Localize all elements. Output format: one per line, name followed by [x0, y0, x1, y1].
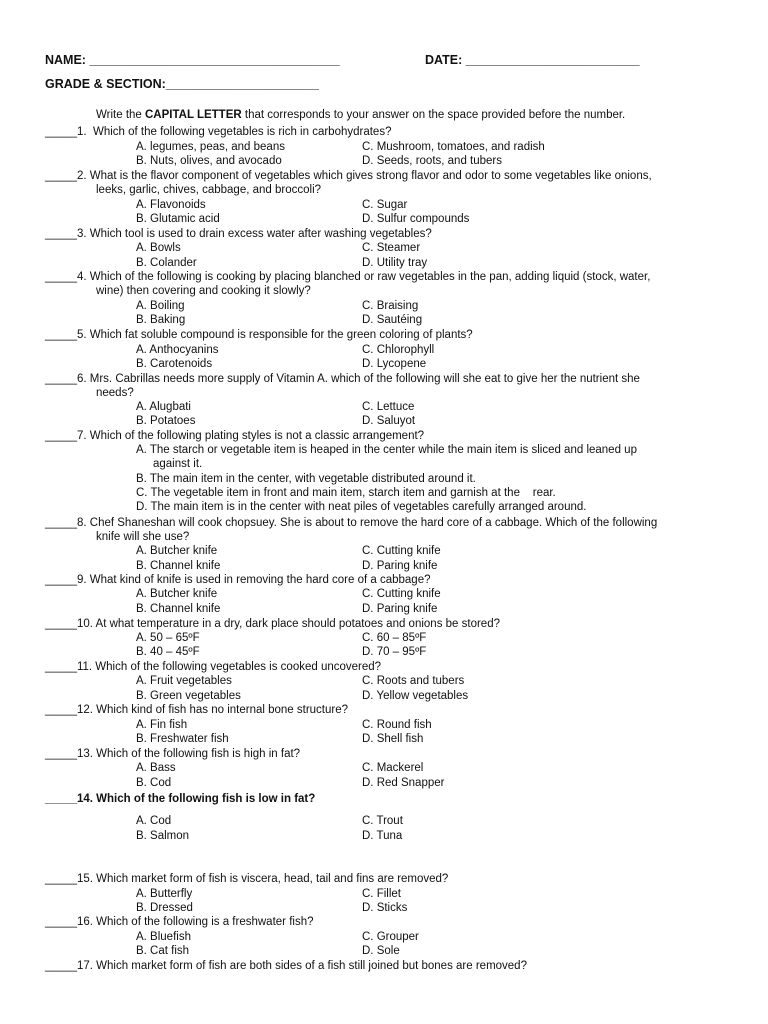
- q5-option-a: A. Anthocyanins: [136, 344, 219, 356]
- q13-option-c: C. Mackerel: [362, 762, 424, 774]
- q9-option-b: B. Channel knife: [136, 603, 221, 615]
- question-7: _____7. Which of the following plating styles is not a classic arrangement?: [45, 430, 425, 442]
- name-field-label: NAME: ____________________________________: [45, 53, 340, 67]
- q7-option-a: A. The starch or vegetable item is heaped in the center while the main item is sliced and leaned up: [136, 444, 637, 456]
- q16-option-b: B. Cat fish: [136, 945, 190, 957]
- instructions: [96, 109, 625, 121]
- q13-option-d: D. Red Snapper: [362, 777, 445, 789]
- instructions-bold: CAPITAL LETTER: [145, 109, 242, 121]
- q5-option-d: D. Lycopene: [362, 358, 427, 370]
- q3-option-d: D. Utility tray: [362, 257, 428, 269]
- q3-option-a: A. Bowls: [136, 242, 181, 254]
- q2-option-b: B. Glutamic acid: [136, 213, 220, 225]
- q14-option-d: D. Tuna: [362, 830, 403, 842]
- date-field-label: DATE: _________________________: [425, 53, 640, 67]
- q3-option-b: B. Colander: [136, 257, 197, 269]
- q12-option-a: A. Fin fish: [136, 719, 188, 731]
- q5-option-c: C. Chlorophyll: [362, 344, 435, 356]
- q14-option-c: C. Trout: [362, 815, 403, 827]
- q11-option-b: B. Green vegetables: [136, 690, 241, 702]
- q14-option-b: B. Salmon: [136, 830, 190, 842]
- q9-option-a: A. Butcher knife: [136, 588, 218, 600]
- q3-option-c: C. Steamer: [362, 242, 421, 254]
- q4-option-d: D. Sautéing: [362, 314, 423, 326]
- q4-option-b: B. Baking: [136, 314, 186, 326]
- question-6: _____6. Mrs. Cabrillas needs more supply of Vitamin A. which of the following will she eat to give her the nutrient she: [45, 373, 640, 385]
- q7-option-d: D. The main item is in the center with neat piles of vegetables carefully arranged around.: [136, 501, 587, 513]
- q2-option-a: A. Flavonoids: [136, 199, 206, 211]
- question-11: _____11. Which of the following vegetables is cooked uncovered?: [45, 661, 382, 673]
- question-10: _____10. At what temperature in a dry, dark place should potatoes and onions be stored?: [45, 618, 500, 630]
- q2-option-c: C. Sugar: [362, 199, 408, 211]
- q7-option-b: B. The main item in the center, with vegetable distributed around it.: [136, 473, 476, 485]
- q6-option-d: D. Saluyot: [362, 415, 416, 427]
- q10-option-a: A. 50 – 65ºF: [136, 632, 200, 644]
- q14-option-a: A. Cod: [136, 815, 172, 827]
- q8-option-d: D. Paring knife: [362, 560, 438, 572]
- q2-option-d: D. Sulfur compounds: [362, 213, 470, 225]
- question-13: _____13. Which of the following fish is high in fat?: [45, 748, 301, 760]
- q10-option-c: C. 60 – 85ºF: [362, 632, 427, 644]
- q5-option-b: B. Carotenoids: [136, 358, 213, 370]
- q7-option-c: C. The vegetable item in front and main item, starch item and garnish at the rear.: [136, 487, 556, 499]
- q1-option-b: B. Nuts, olives, and avocado: [136, 155, 282, 167]
- q6-option-c: C. Lettuce: [362, 401, 415, 413]
- question-1: _____1. Which of the following vegetables is rich in carbohydrates?: [45, 126, 392, 138]
- question-2-cont: leeks, garlic, chives, cabbage, and broccoli?: [96, 184, 322, 196]
- q9-option-d: D. Paring knife: [362, 603, 438, 615]
- q1-option-c: C. Mushroom, tomatoes, and radish: [362, 141, 545, 153]
- q1-option-d: D. Seeds, roots, and tubers: [362, 155, 502, 167]
- q8-option-a: A. Butcher knife: [136, 545, 218, 557]
- q13-option-a: A. Bass: [136, 762, 176, 774]
- question-9: _____9. What kind of knife is used in removing the hard core of a cabbage?: [45, 574, 431, 586]
- q16-option-d: D. Sole: [362, 945, 400, 957]
- q10-option-d: D. 70 – 95ºF: [362, 646, 427, 658]
- q11-option-c: C. Roots and tubers: [362, 675, 465, 687]
- question-17: _____17. Which market form of fish are both sides of a fish still joined but bones are removed?: [45, 960, 527, 972]
- q15-option-a: A. Butterfly: [136, 888, 193, 900]
- question-3: _____3. Which tool is used to drain excess water after washing vegetables?: [45, 228, 432, 240]
- q6-option-a: A. Alugbati: [136, 401, 191, 413]
- q13-option-b: B. Cod: [136, 777, 172, 789]
- question-15: _____15. Which market form of fish is viscera, head, tail and fins are removed?: [45, 873, 449, 885]
- q4-option-c: C. Braising: [362, 300, 419, 312]
- question-5: _____5. Which fat soluble compound is responsible for the green coloring of plants?: [45, 329, 473, 341]
- grade-section-field-label: GRADE & SECTION:______________________: [45, 77, 319, 91]
- question-6-cont: needs?: [96, 387, 134, 399]
- q10-option-b: B. 40 – 45ºF: [136, 646, 200, 658]
- q1-option-a: A. legumes, peas, and beans: [136, 141, 285, 153]
- q15-option-d: D. Sticks: [362, 902, 408, 914]
- q16-option-c: C. Grouper: [362, 931, 419, 943]
- q15-option-b: B. Dressed: [136, 902, 193, 914]
- q15-option-c: C. Fillet: [362, 888, 401, 900]
- q8-option-b: B. Channel knife: [136, 560, 221, 572]
- question-2: _____2. What is the flavor component of vegetables which gives strong flavor and odor to some vegetables like onions,: [45, 170, 652, 182]
- q7-option-a-cont: against it.: [153, 458, 203, 470]
- q6-option-b: B. Potatoes: [136, 415, 196, 427]
- question-14: _____14. Which of the following fish is low in fat?: [45, 793, 316, 805]
- q11-option-a: A. Fruit vegetables: [136, 675, 232, 687]
- q4-option-a: A. Boiling: [136, 300, 185, 312]
- instructions-pre: Write the: [96, 109, 145, 121]
- q8-option-c: C. Cutting knife: [362, 545, 441, 557]
- q11-option-d: D. Yellow vegetables: [362, 690, 469, 702]
- q12-option-c: C. Round fish: [362, 719, 432, 731]
- question-12: _____12. Which kind of fish has no internal bone structure?: [45, 704, 349, 716]
- q12-option-b: B. Freshwater fish: [136, 733, 229, 745]
- question-4-cont: wine) then covering and cooking it slowly?: [96, 285, 311, 297]
- question-8-cont: knife will she use?: [96, 531, 190, 543]
- instructions-post: that corresponds to your answer on the space provided before the number.: [241, 109, 626, 121]
- q16-option-a: A. Bluefish: [136, 931, 191, 943]
- question-4: _____4. Which of the following is cooking by placing blanched or raw vegetables in the pan, adding liquid (stock, water,: [45, 271, 651, 283]
- q9-option-c: C. Cutting knife: [362, 588, 441, 600]
- question-16: _____16. Which of the following is a freshwater fish?: [45, 916, 314, 928]
- q12-option-d: D. Shell fish: [362, 733, 424, 745]
- question-8: _____8. Chef Shaneshan will cook chopsuey. She is about to remove the hard core of a cabbage. Which of the following: [45, 517, 658, 529]
